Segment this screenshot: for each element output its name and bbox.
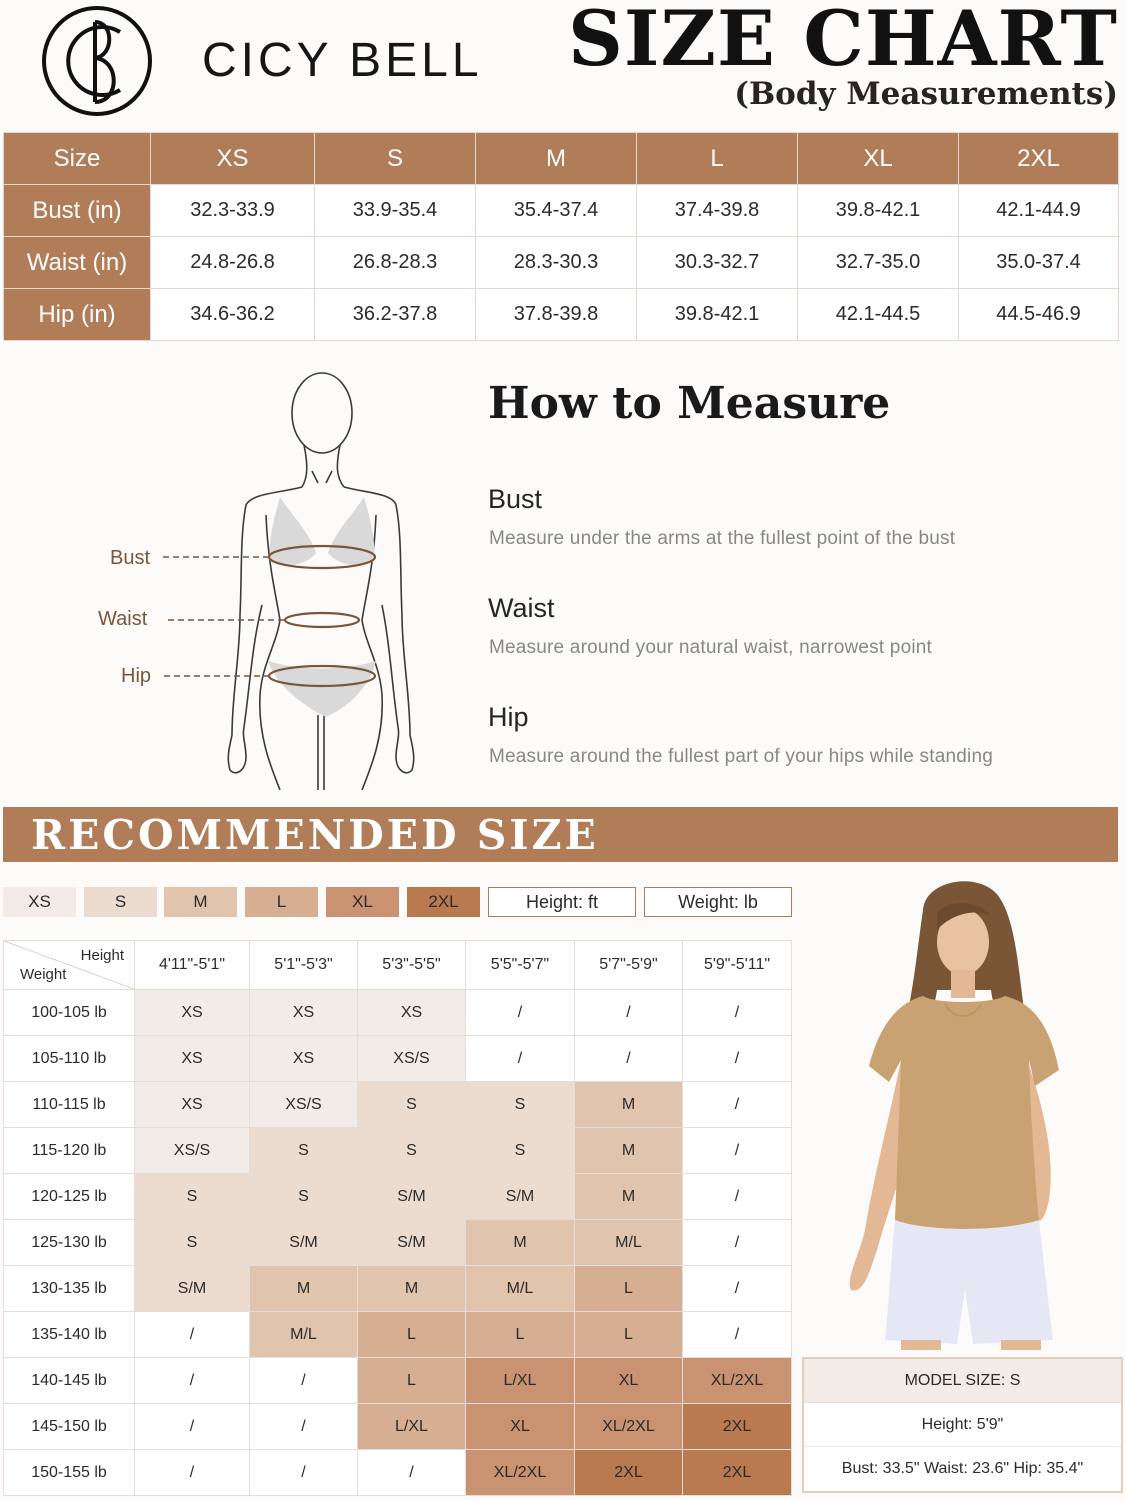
- measurement-cell: 39.8-42.1: [798, 185, 959, 237]
- size-col-header: XL: [798, 133, 959, 185]
- table-row: [4, 1128, 792, 1174]
- model-photo: [805, 870, 1120, 1350]
- figure-label-waist: Waist: [98, 608, 148, 630]
- size-cell: XS/S: [250, 1082, 358, 1128]
- size-cell: S/M: [135, 1266, 250, 1312]
- weight-row-label: 150-155 lb: [4, 1450, 135, 1496]
- size-cell: XL: [466, 1404, 575, 1450]
- size-cell: XS/S: [135, 1128, 250, 1174]
- table-row: [4, 1404, 792, 1450]
- size-cell: XL/2XL: [683, 1358, 792, 1404]
- measurement-cell: 34.6-36.2: [151, 289, 315, 341]
- measurement-cell: 39.8-42.1: [637, 289, 798, 341]
- body-outline-figure: [90, 365, 430, 790]
- size-cell: /: [250, 1358, 358, 1404]
- measurement-cell: 35.0-37.4: [959, 237, 1119, 289]
- weight-row-label: 135-140 lb: [4, 1312, 135, 1358]
- size-header-label: Size: [4, 133, 151, 185]
- size-cell: /: [575, 990, 683, 1036]
- measurement-cell: 32.7-35.0: [798, 237, 959, 289]
- weight-row-label: 110-115 lb: [4, 1082, 135, 1128]
- legend-xs: XS: [3, 887, 76, 917]
- size-cell: M: [575, 1128, 683, 1174]
- legend-weight-unit: Weight: lb: [644, 887, 792, 917]
- size-cell: M: [575, 1174, 683, 1220]
- size-cell: XS: [135, 990, 250, 1036]
- measurement-cell: 35.4-37.4: [476, 185, 637, 237]
- size-cell: S/M: [358, 1220, 466, 1266]
- table-row: [4, 1036, 792, 1082]
- figure-label-hip: Hip: [121, 665, 152, 687]
- legend-xl: XL: [326, 887, 399, 917]
- corner-height-label: Height: [80, 947, 124, 964]
- size-cell: /: [683, 1312, 792, 1358]
- size-cell: 2XL: [683, 1450, 792, 1496]
- size-cell: S: [250, 1174, 358, 1220]
- size-cell: /: [683, 1266, 792, 1312]
- size-cell: M: [466, 1220, 575, 1266]
- size-cell: /: [135, 1312, 250, 1358]
- weight-row-label: 120-125 lb: [4, 1174, 135, 1220]
- size-cell: /: [683, 990, 792, 1036]
- table-row: [4, 1174, 792, 1220]
- size-header-row: [4, 133, 1119, 185]
- weight-row-label: 105-110 lb: [4, 1036, 135, 1082]
- size-cell: /: [250, 1450, 358, 1496]
- measurement-cell: 30.3-32.7: [637, 237, 798, 289]
- measurement-cell: 44.5-46.9: [959, 289, 1119, 341]
- measure-waist-heading: Waist: [488, 593, 555, 623]
- weight-row-label: 100-105 lb: [4, 990, 135, 1036]
- size-cell: S/M: [250, 1220, 358, 1266]
- size-cell: M: [358, 1266, 466, 1312]
- size-cell: XS/S: [358, 1036, 466, 1082]
- measure-waist-desc: Measure around your natural waist, narrowest point: [489, 637, 933, 658]
- size-cell: /: [466, 1036, 575, 1082]
- measure-bust-desc: Measure under the arms at the fullest point of the bust: [489, 528, 956, 549]
- size-cell: XS: [135, 1036, 250, 1082]
- hip-row: [4, 289, 1119, 341]
- size-cell: L: [575, 1312, 683, 1358]
- row-label: Bust (in): [4, 185, 151, 237]
- size-cell: /: [466, 990, 575, 1036]
- measurement-cell: 37.8-39.8: [476, 289, 637, 341]
- legend-2xl: 2XL: [407, 887, 480, 917]
- brand-name: CICY BELL: [202, 34, 483, 87]
- size-cell: XL/2XL: [466, 1450, 575, 1496]
- measurement-cell: 26.8-28.3: [315, 237, 476, 289]
- legend-m: M: [164, 887, 237, 917]
- size-cell: /: [135, 1404, 250, 1450]
- size-cell: XS: [358, 990, 466, 1036]
- measure-bust-heading: Bust: [488, 484, 543, 514]
- size-col-header: M: [476, 133, 637, 185]
- size-cell: M/L: [466, 1266, 575, 1312]
- waist-row: [4, 237, 1119, 289]
- size-cell: L/XL: [466, 1358, 575, 1404]
- size-cell: 2XL: [683, 1404, 792, 1450]
- model-height: Height: 5'9": [804, 1403, 1121, 1447]
- size-cell: S: [358, 1128, 466, 1174]
- size-cell: /: [683, 1128, 792, 1174]
- page-title: SIZE CHART: [568, 0, 1118, 83]
- height-col-header: 5'9"-5'11": [683, 941, 792, 990]
- table-corner-header: [4, 941, 135, 990]
- weight-row-label: 130-135 lb: [4, 1266, 135, 1312]
- size-cell: /: [135, 1450, 250, 1496]
- size-cell: XL/2XL: [575, 1404, 683, 1450]
- size-col-header: S: [315, 133, 476, 185]
- page-subtitle: (Body Measurements): [734, 76, 1118, 112]
- size-cell: XS: [135, 1082, 250, 1128]
- recommended-size-title: RECOMMENDED SIZE: [31, 811, 599, 859]
- table-row: [4, 1266, 792, 1312]
- measurement-cell: 37.4-39.8: [637, 185, 798, 237]
- bust-row: [4, 185, 1119, 237]
- measurement-cell: 24.8-26.8: [151, 237, 315, 289]
- height-col-header: 5'3"-5'5": [358, 941, 466, 990]
- legend-height-unit: Height: ft: [488, 887, 636, 917]
- height-col-header: 5'7"-5'9": [575, 941, 683, 990]
- size-cell: /: [358, 1450, 466, 1496]
- measure-hip-heading: Hip: [488, 702, 529, 732]
- height-col-header: 4'11"-5'1": [135, 941, 250, 990]
- size-cell: /: [683, 1036, 792, 1082]
- size-cell: /: [683, 1082, 792, 1128]
- size-cell: /: [683, 1174, 792, 1220]
- corner-weight-label: Weight: [20, 966, 67, 983]
- measurement-cell: 36.2-37.8: [315, 289, 476, 341]
- size-cell: S/M: [358, 1174, 466, 1220]
- size-cell: L: [358, 1312, 466, 1358]
- how-to-measure-title: How to Measure: [488, 378, 891, 429]
- size-cell: L: [466, 1312, 575, 1358]
- table-row: [4, 1450, 792, 1496]
- size-cell: M/L: [250, 1312, 358, 1358]
- size-cell: S/M: [466, 1174, 575, 1220]
- table-row: [4, 1312, 792, 1358]
- size-col-header: 2XL: [959, 133, 1119, 185]
- size-col-header: XS: [151, 133, 315, 185]
- size-cell: S: [250, 1128, 358, 1174]
- size-cell: XL: [575, 1358, 683, 1404]
- size-cell: S: [135, 1174, 250, 1220]
- legend-s: S: [84, 887, 157, 917]
- measure-hip-desc: Measure around the fullest part of your hips while standing: [489, 746, 993, 767]
- measurement-cell: 32.3-33.9: [151, 185, 315, 237]
- size-cell: /: [683, 1220, 792, 1266]
- legend-l: L: [245, 887, 318, 917]
- weight-row-label: 145-150 lb: [4, 1404, 135, 1450]
- row-label: Waist (in): [4, 237, 151, 289]
- recommended-size-table: [3, 940, 792, 1496]
- size-cell: /: [250, 1404, 358, 1450]
- size-cell: XS: [250, 990, 358, 1036]
- size-cell: 2XL: [575, 1450, 683, 1496]
- recommended-size-banner: [3, 807, 1118, 862]
- measurement-cell: 42.1-44.9: [959, 185, 1119, 237]
- row-label: Hip (in): [4, 289, 151, 341]
- size-chart-table: [3, 132, 1119, 341]
- measurement-cell: 42.1-44.5: [798, 289, 959, 341]
- table-row: [4, 1220, 792, 1266]
- size-cell: S: [358, 1082, 466, 1128]
- size-cell: S: [466, 1082, 575, 1128]
- size-cell: L: [575, 1266, 683, 1312]
- size-cell: XS: [250, 1036, 358, 1082]
- cb-monogram-icon: [40, 4, 156, 117]
- table-row: [4, 1082, 792, 1128]
- weight-row-label: 140-145 lb: [4, 1358, 135, 1404]
- size-cell: /: [575, 1036, 683, 1082]
- figure-label-bust: Bust: [110, 547, 151, 569]
- size-cell: M: [250, 1266, 358, 1312]
- weight-row-label: 115-120 lb: [4, 1128, 135, 1174]
- table-row: [4, 1358, 792, 1404]
- size-cell: M: [575, 1082, 683, 1128]
- height-col-header: 5'1"-5'3": [250, 941, 358, 990]
- size-cell: S: [466, 1128, 575, 1174]
- size-cell: M/L: [575, 1220, 683, 1266]
- size-cell: L/XL: [358, 1404, 466, 1450]
- size-cell: /: [135, 1358, 250, 1404]
- measurement-cell: 33.9-35.4: [315, 185, 476, 237]
- size-cell: L: [358, 1358, 466, 1404]
- weight-row-label: 125-130 lb: [4, 1220, 135, 1266]
- measurement-cell: 28.3-30.3: [476, 237, 637, 289]
- height-header-row: [4, 941, 792, 990]
- model-info-card: [802, 1357, 1123, 1493]
- model-measurements: Bust: 33.5" Waist: 23.6" Hip: 35.4": [841, 1460, 1084, 1477]
- size-cell: S: [135, 1220, 250, 1266]
- model-size-label: MODEL SIZE: S: [804, 1359, 1121, 1403]
- table-row: [4, 990, 792, 1036]
- height-col-header: 5'5"-5'7": [466, 941, 575, 990]
- size-col-header: L: [637, 133, 798, 185]
